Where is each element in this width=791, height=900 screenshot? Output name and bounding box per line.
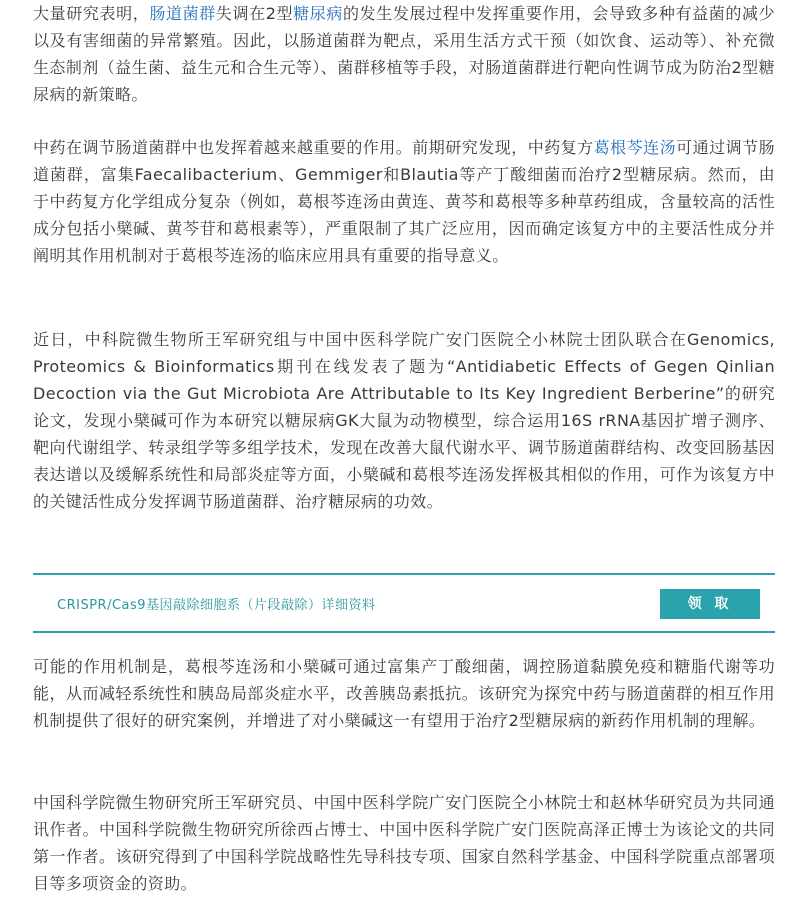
paragraph-1-text-c: 的发生发展过程中发挥重要作用，会导致多种有益菌的减少以及有害细菌的异常繁殖。因此，以肠道菌群为靶点，采用生活方式干预（如饮食、运动等）、补充微生态制剂（益生菌、益生元和合生元等）、菌群移植等手段，对肠道菌群进行靶向性调节成为防治2型糖尿病的新策略。 (33, 4, 775, 104)
promo-title-link[interactable]: CRISPR/Cas9基因敲除细胞系（片段敲除）详细资料 (57, 598, 376, 613)
paragraph-1-text-a: 大量研究表明， (33, 4, 150, 23)
promo-banner (33, 573, 775, 633)
paragraph-3: 近日，中科院微生物所王军研究组与中国中医科学院广安门医院仝小林院士团队联合在Genomics, Proteomics & Bioinformatics期刊在线发表了题为“Antidiabetic Effects of Gegen Qinlian Decoction via the Gut Microbiota Are Attributable to Its Key Ingredient Berberine”的研究论文，发现小檗碱可作为本研究以糖尿病GK大鼠为动物模型，综合运用16S rRNA基因扩增子测序、靶向代谢组学、转录组学等多组学技术，发现在改善大鼠代谢水平、调节肠道菌群结构、改变回肠基因表达谱以及缓解系统性和局部炎症等方面，小檗碱和葛根芩连汤发挥极其相似的作用，可作为该复方中的关键活性成分发挥调节肠道菌群、治疗糖尿病的功效。 (33, 330, 775, 511)
paragraph-4: 可能的作用机制是，葛根芩连汤和小檗碱可通过富集产丁酸细菌，调控肠道黏膜免疫和糖脂代谢等功能，从而减轻系统性和胰岛局部炎症水平，改善胰岛素抵抗。该研究为探究中药与肠道菌群的相互作用机制提供了很好的研究案例，并增进了对小檗碱这一有望用于治疗2型糖尿病的新药作用机制的理解。 (33, 657, 775, 730)
keyword-link-gegen-qinlian-decoction[interactable]: 葛根芩连汤 (593, 138, 677, 157)
paragraph-1 (33, 0, 775, 108)
keyword-link-diabetes[interactable]: 糖尿病 (293, 4, 344, 23)
keyword-link-gut-microbiota[interactable]: 肠道菌群 (149, 4, 216, 23)
paragraph-5: 中国科学院微生物研究所王军研究员、中国中医科学院广安门医院仝小林院士和赵林华研究员为共同通讯作者。中国科学院微生物研究所徐西占博士、中国中医科学院广安门医院高泽正博士为该论文的共同第一作者。该研究得到了中国科学院战略性先导科技专项、国家自然科学基金、中国科学院重点部署项目等多项资金的资助。 (33, 793, 775, 893)
claim-button[interactable]: 领 取 (660, 589, 760, 619)
paragraph-2-text-b: 可通过调节肠道菌群，富集Faecalibacterium、Gemmiger和Blautia等产丁酸细菌而治疗2型糖尿病。然而，由于中药复方化学组成分复杂（例如，葛根芩连汤由黄连、黄芩和葛根等多种草药组成，含量较高的活性成分包括小檗碱、黄芩苷和葛根素等），严重限制了其广泛应用，因而确定该复方中的主要活性成分并阐明其作用机制对于葛根芩连汤的临床应用具有重要的指导意义。 (33, 138, 775, 265)
paragraph-1-text-b: 失调在2型 (215, 4, 294, 23)
paragraph-2-text-a: 中药在调节肠道菌群中也发挥着越来越重要的作用。前期研究发现，中药复方 (33, 138, 594, 157)
paragraph-2 (33, 134, 775, 269)
